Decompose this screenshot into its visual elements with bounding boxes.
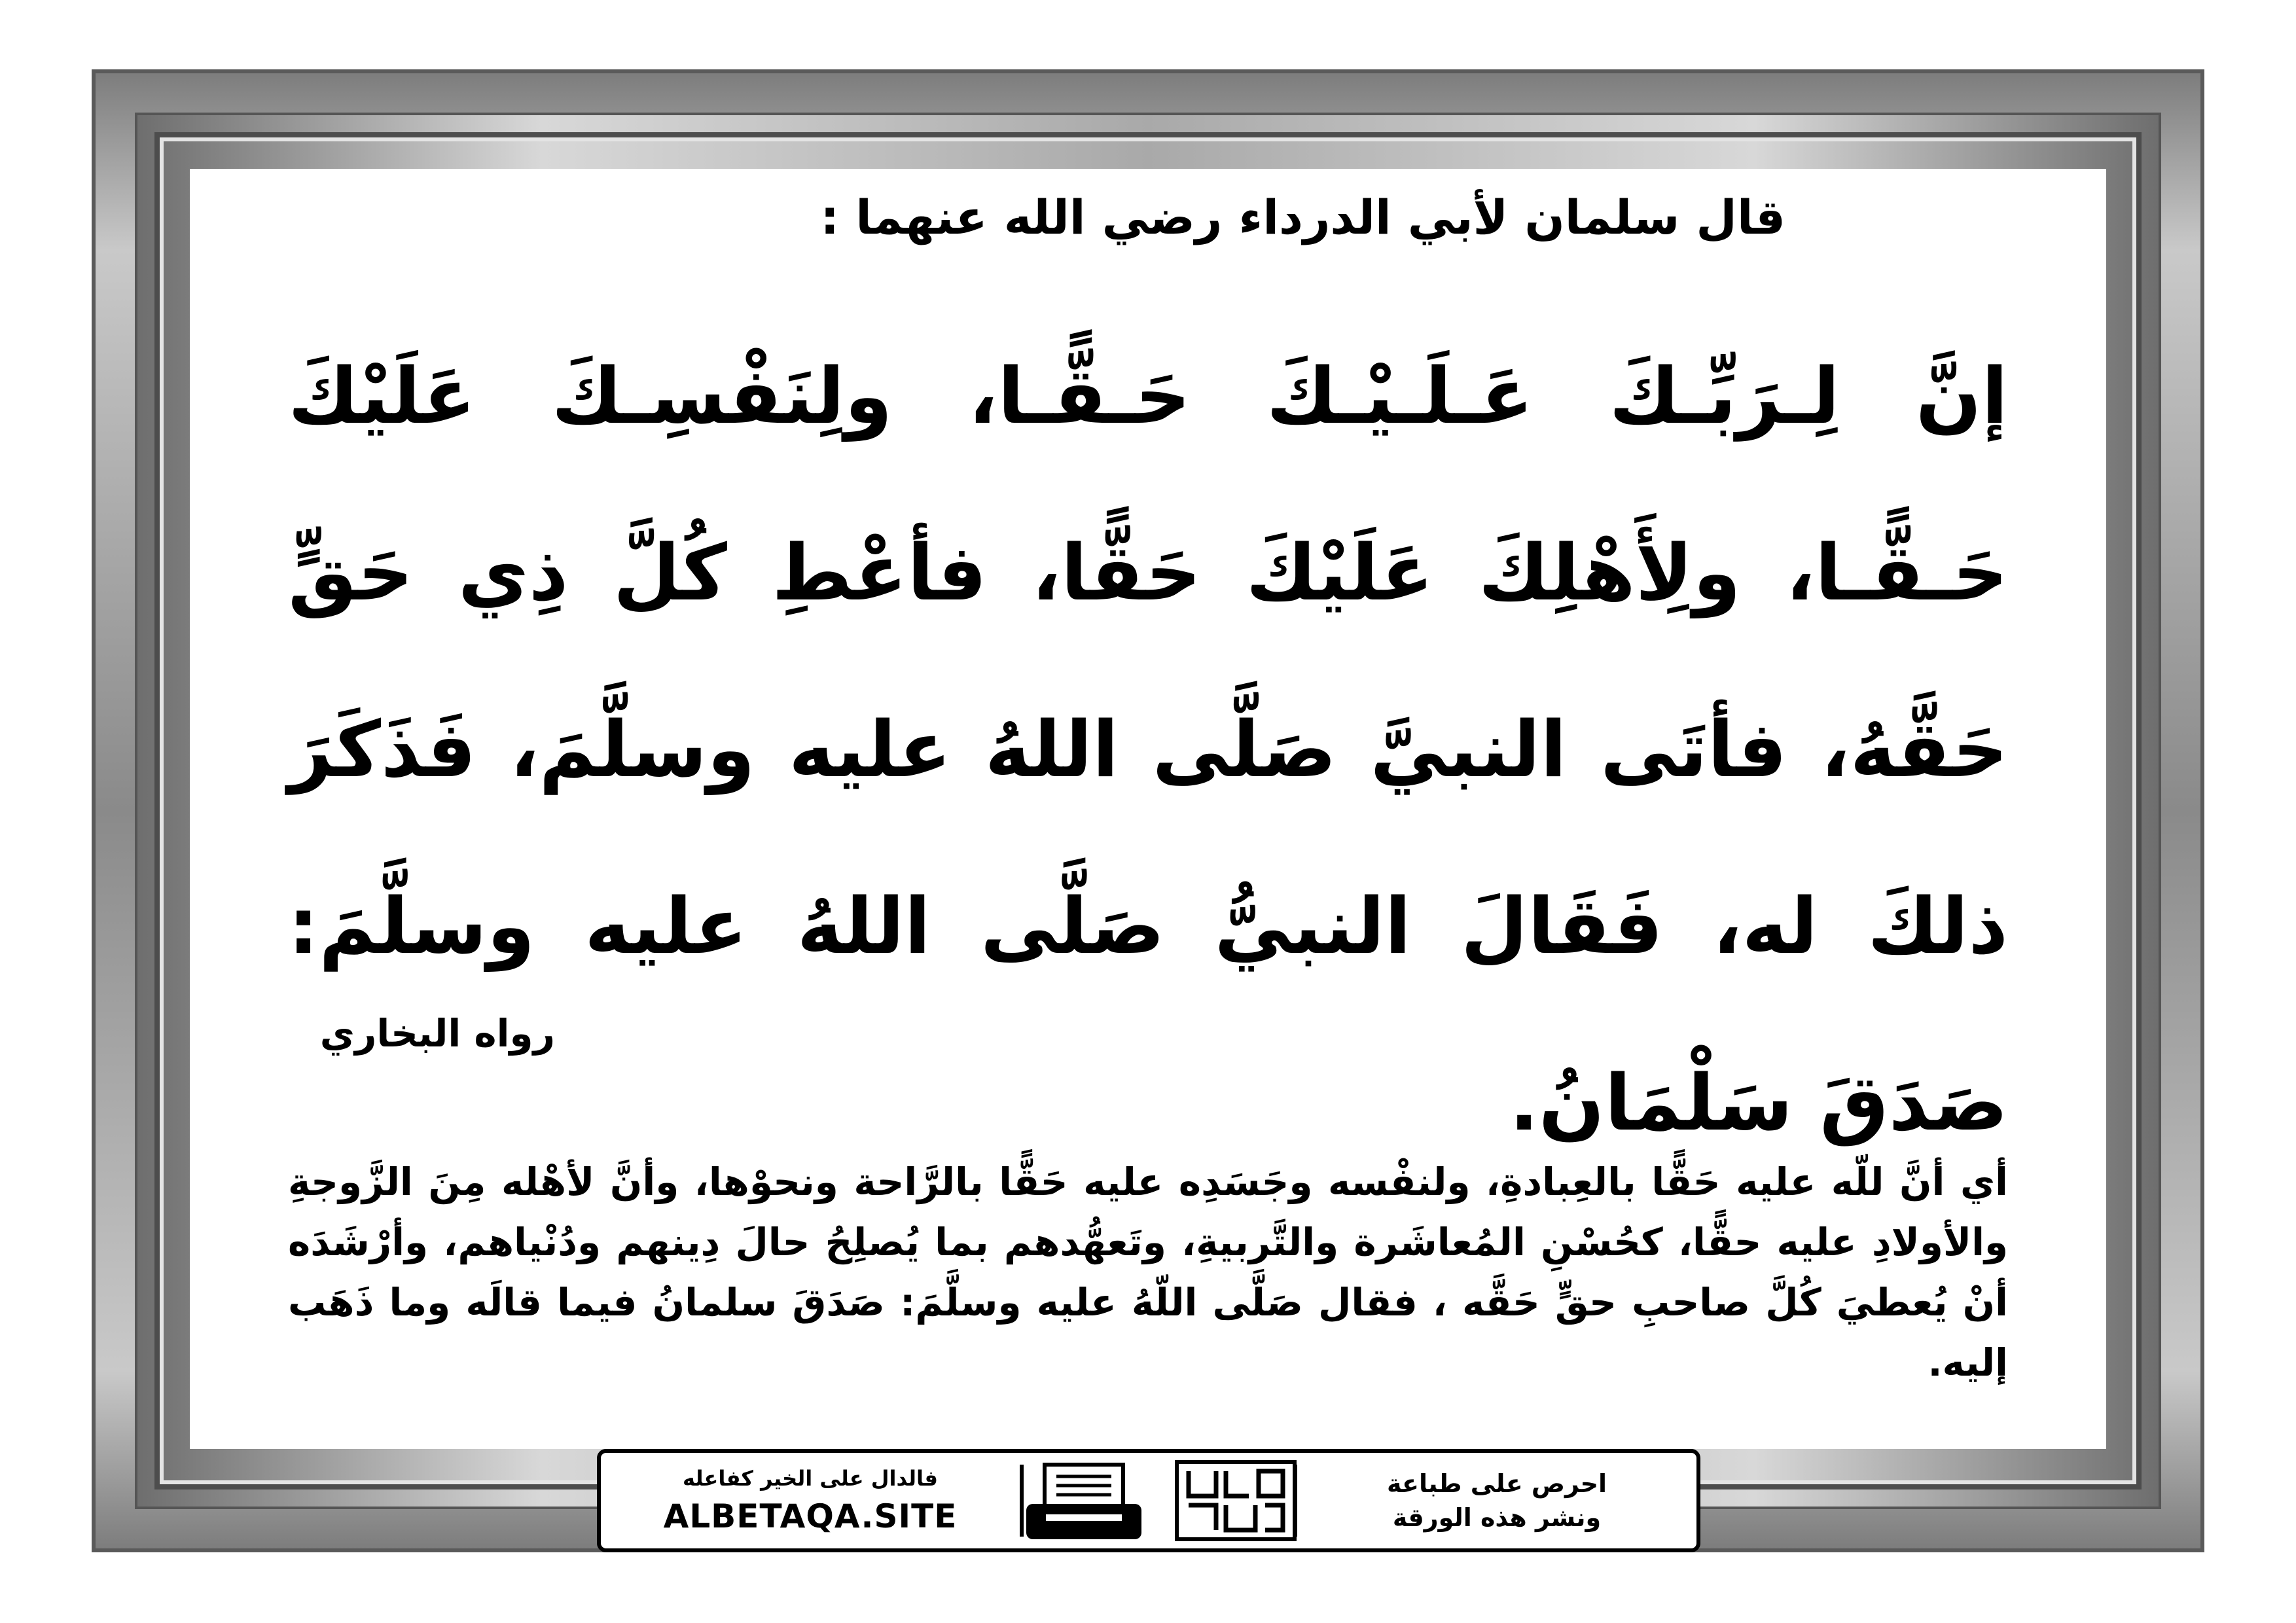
footer-box: [597, 1449, 1700, 1552]
site-url: ALBETAQA.SITE: [663, 1497, 958, 1535]
print-reminder-line1: احرص على طباعة: [1386, 1469, 1607, 1498]
footer-site-block: [601, 1453, 1020, 1548]
print-reminder-line2: ونشر هذه الورقة: [1392, 1503, 1602, 1532]
footer-print-reminder: [1297, 1453, 1696, 1548]
hadith-text: إنَّ لِـرَبِّـكَ عَـلَـيْـكَ حَـقًّـا، ولِنَفْسِـكَ عَلَيْكَ حَـقًّـا، ولِأَهْلِكَ عَلَيْكَ حَقًّا، فأعْطِ كُلَّ ذِي حَقٍّ حَقَّهُ، فأتَى النبيَّ صَلَّى اللهُ عليه وسلَّمَ، فَذَكَرَ ذلكَ له، فَقَالَ النبيُّ صَلَّى اللهُ عليه وسلَّمَ: صَدَقَ سَلْمَانُ.: [288, 351, 2008, 1148]
source-line: رواه البخاري: [319, 1011, 555, 1056]
albetaqa-logo: [1170, 1458, 1301, 1543]
intro-line: قال سلمان لأبي الدرداء رضي الله عنهما :: [820, 190, 1785, 245]
printer-icon: [1020, 1459, 1151, 1544]
explanation-text: أي أنَّ للّه عليه حَقًّا بالعِبادةِ، ولنفْسه وجَسَدِه عليه حَقًّا بالرَّاحة ونحوْها، وأنَّ لأهْله مِنَ الزَّوجةِ والأولادِ عليه حقًّا، كحُسْنِ المُعاشَرة والتَّربيةِ، وتَعهُّدهم بما يُصلِحُ حالَ دِينهم ودُنْياهم، وأرْشَدَه أنْ يُعطيَ كُلَّ صاحبِ حقٍّ حَقَّه ، فقال صَلَّى اللّهُ عليه وسلَّمَ: صَدَقَ سلمانُ فيما قالَه وما ذَهَب إليه.: [288, 1160, 2008, 1385]
footer-tagline: فالدال على الخير كفاعله: [683, 1466, 938, 1491]
footer-divider-left: [1020, 1465, 1024, 1537]
